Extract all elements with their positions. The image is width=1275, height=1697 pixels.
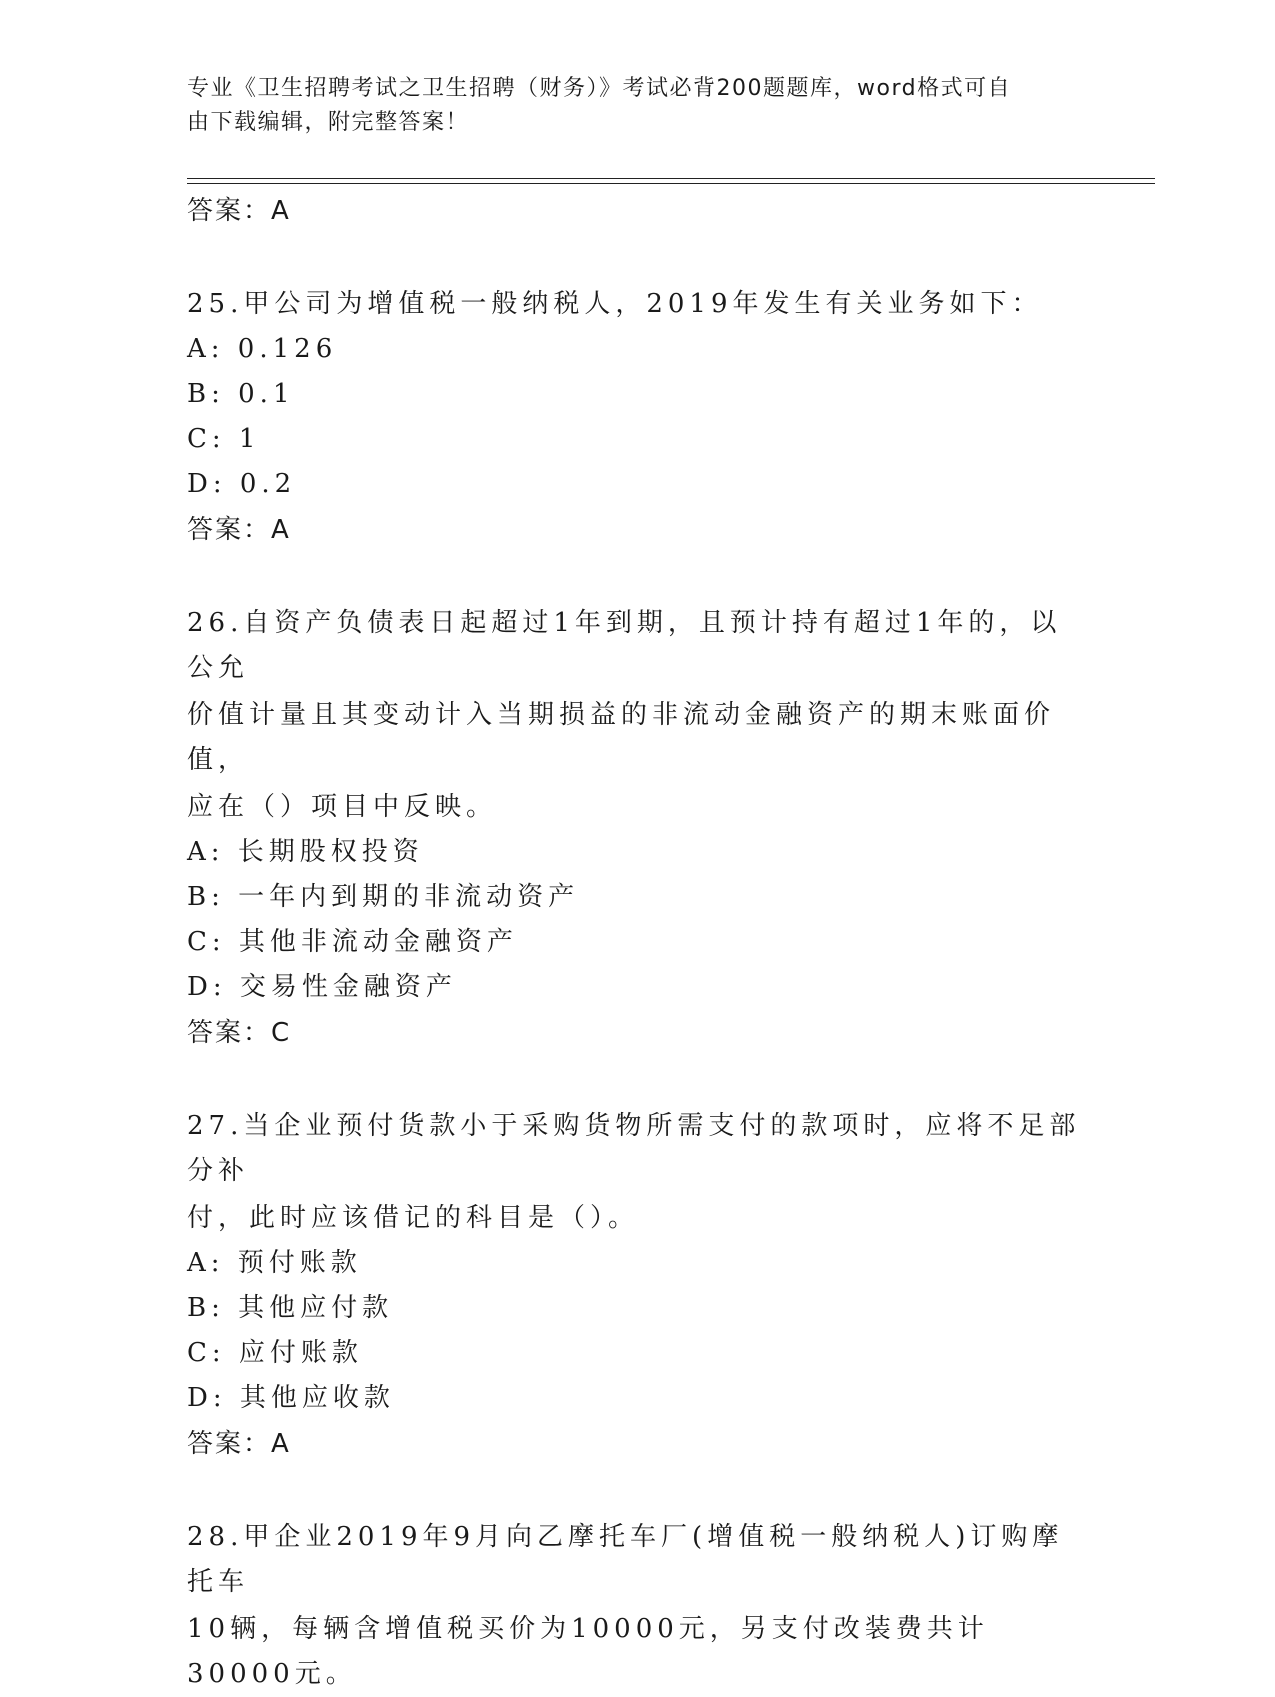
- header-line-2: 由下载编辑，附完整答案！: [187, 110, 470, 135]
- option-b: B: 0.1: [187, 379, 295, 409]
- option-d: D: 交易性金融资产: [187, 972, 457, 1002]
- header-divider-top: [187, 178, 1155, 179]
- option-d: D: 其他应收款: [187, 1383, 395, 1413]
- answer-line: 答案：C: [187, 1018, 292, 1048]
- question-text: 27.当企业预付货款小于采购货物所需支付的款项时，应将不足部分补: [187, 1111, 1081, 1186]
- option-d: D: 0.2: [187, 469, 297, 499]
- question-26: [187, 599, 1087, 1056]
- question-25: [187, 280, 1087, 553]
- option-c: C: 应付账款: [187, 1338, 363, 1368]
- question-27: [187, 1102, 1087, 1467]
- header-line-1: 专业《卫生招聘考试之卫生招聘（财务）》考试必背200题题库，word格式可自: [187, 76, 1012, 101]
- question-text: 价值计量且其变动计入当期损益的非流动金融资产的期末账面价值，: [187, 700, 1056, 775]
- header-divider-bottom: [187, 183, 1155, 184]
- option-a: A: 0.126: [187, 334, 338, 364]
- question-text: 10辆，每辆含增值税买价为10000元，另支付改装费共计30000元。: [187, 1614, 989, 1689]
- answer-line: 答案：A: [187, 196, 291, 226]
- document-body: [187, 188, 1087, 1697]
- option-a: A: 预付账款: [187, 1248, 362, 1278]
- question-text: 应在（）项目中反映。: [187, 792, 498, 822]
- option-c: C: 其他非流动金融资产: [187, 927, 518, 957]
- answer-line: 答案：A: [187, 1429, 291, 1459]
- question-28: [187, 1513, 1087, 1697]
- question-text: 25.甲公司为增值税一般纳税人，2019年发生有关业务如下：: [187, 289, 1043, 319]
- answer-line: 答案：A: [187, 515, 291, 545]
- option-c: C: 1: [187, 424, 261, 454]
- question-text: 28.甲企业2019年9月向乙摩托车厂(增值税一般纳税人)订购摩托车: [187, 1522, 1064, 1597]
- question-text: 26.自资产负债表日起超过1年到期，且预计持有超过1年的，以公允: [187, 608, 1062, 683]
- option-b: B: 一年内到期的非流动资产: [187, 882, 580, 912]
- question-text: 付，此时应该借记的科目是（）。: [187, 1203, 640, 1233]
- option-a: A: 长期股权投资: [187, 837, 424, 867]
- option-b: B: 其他应付款: [187, 1293, 394, 1323]
- document-header: [187, 72, 1067, 140]
